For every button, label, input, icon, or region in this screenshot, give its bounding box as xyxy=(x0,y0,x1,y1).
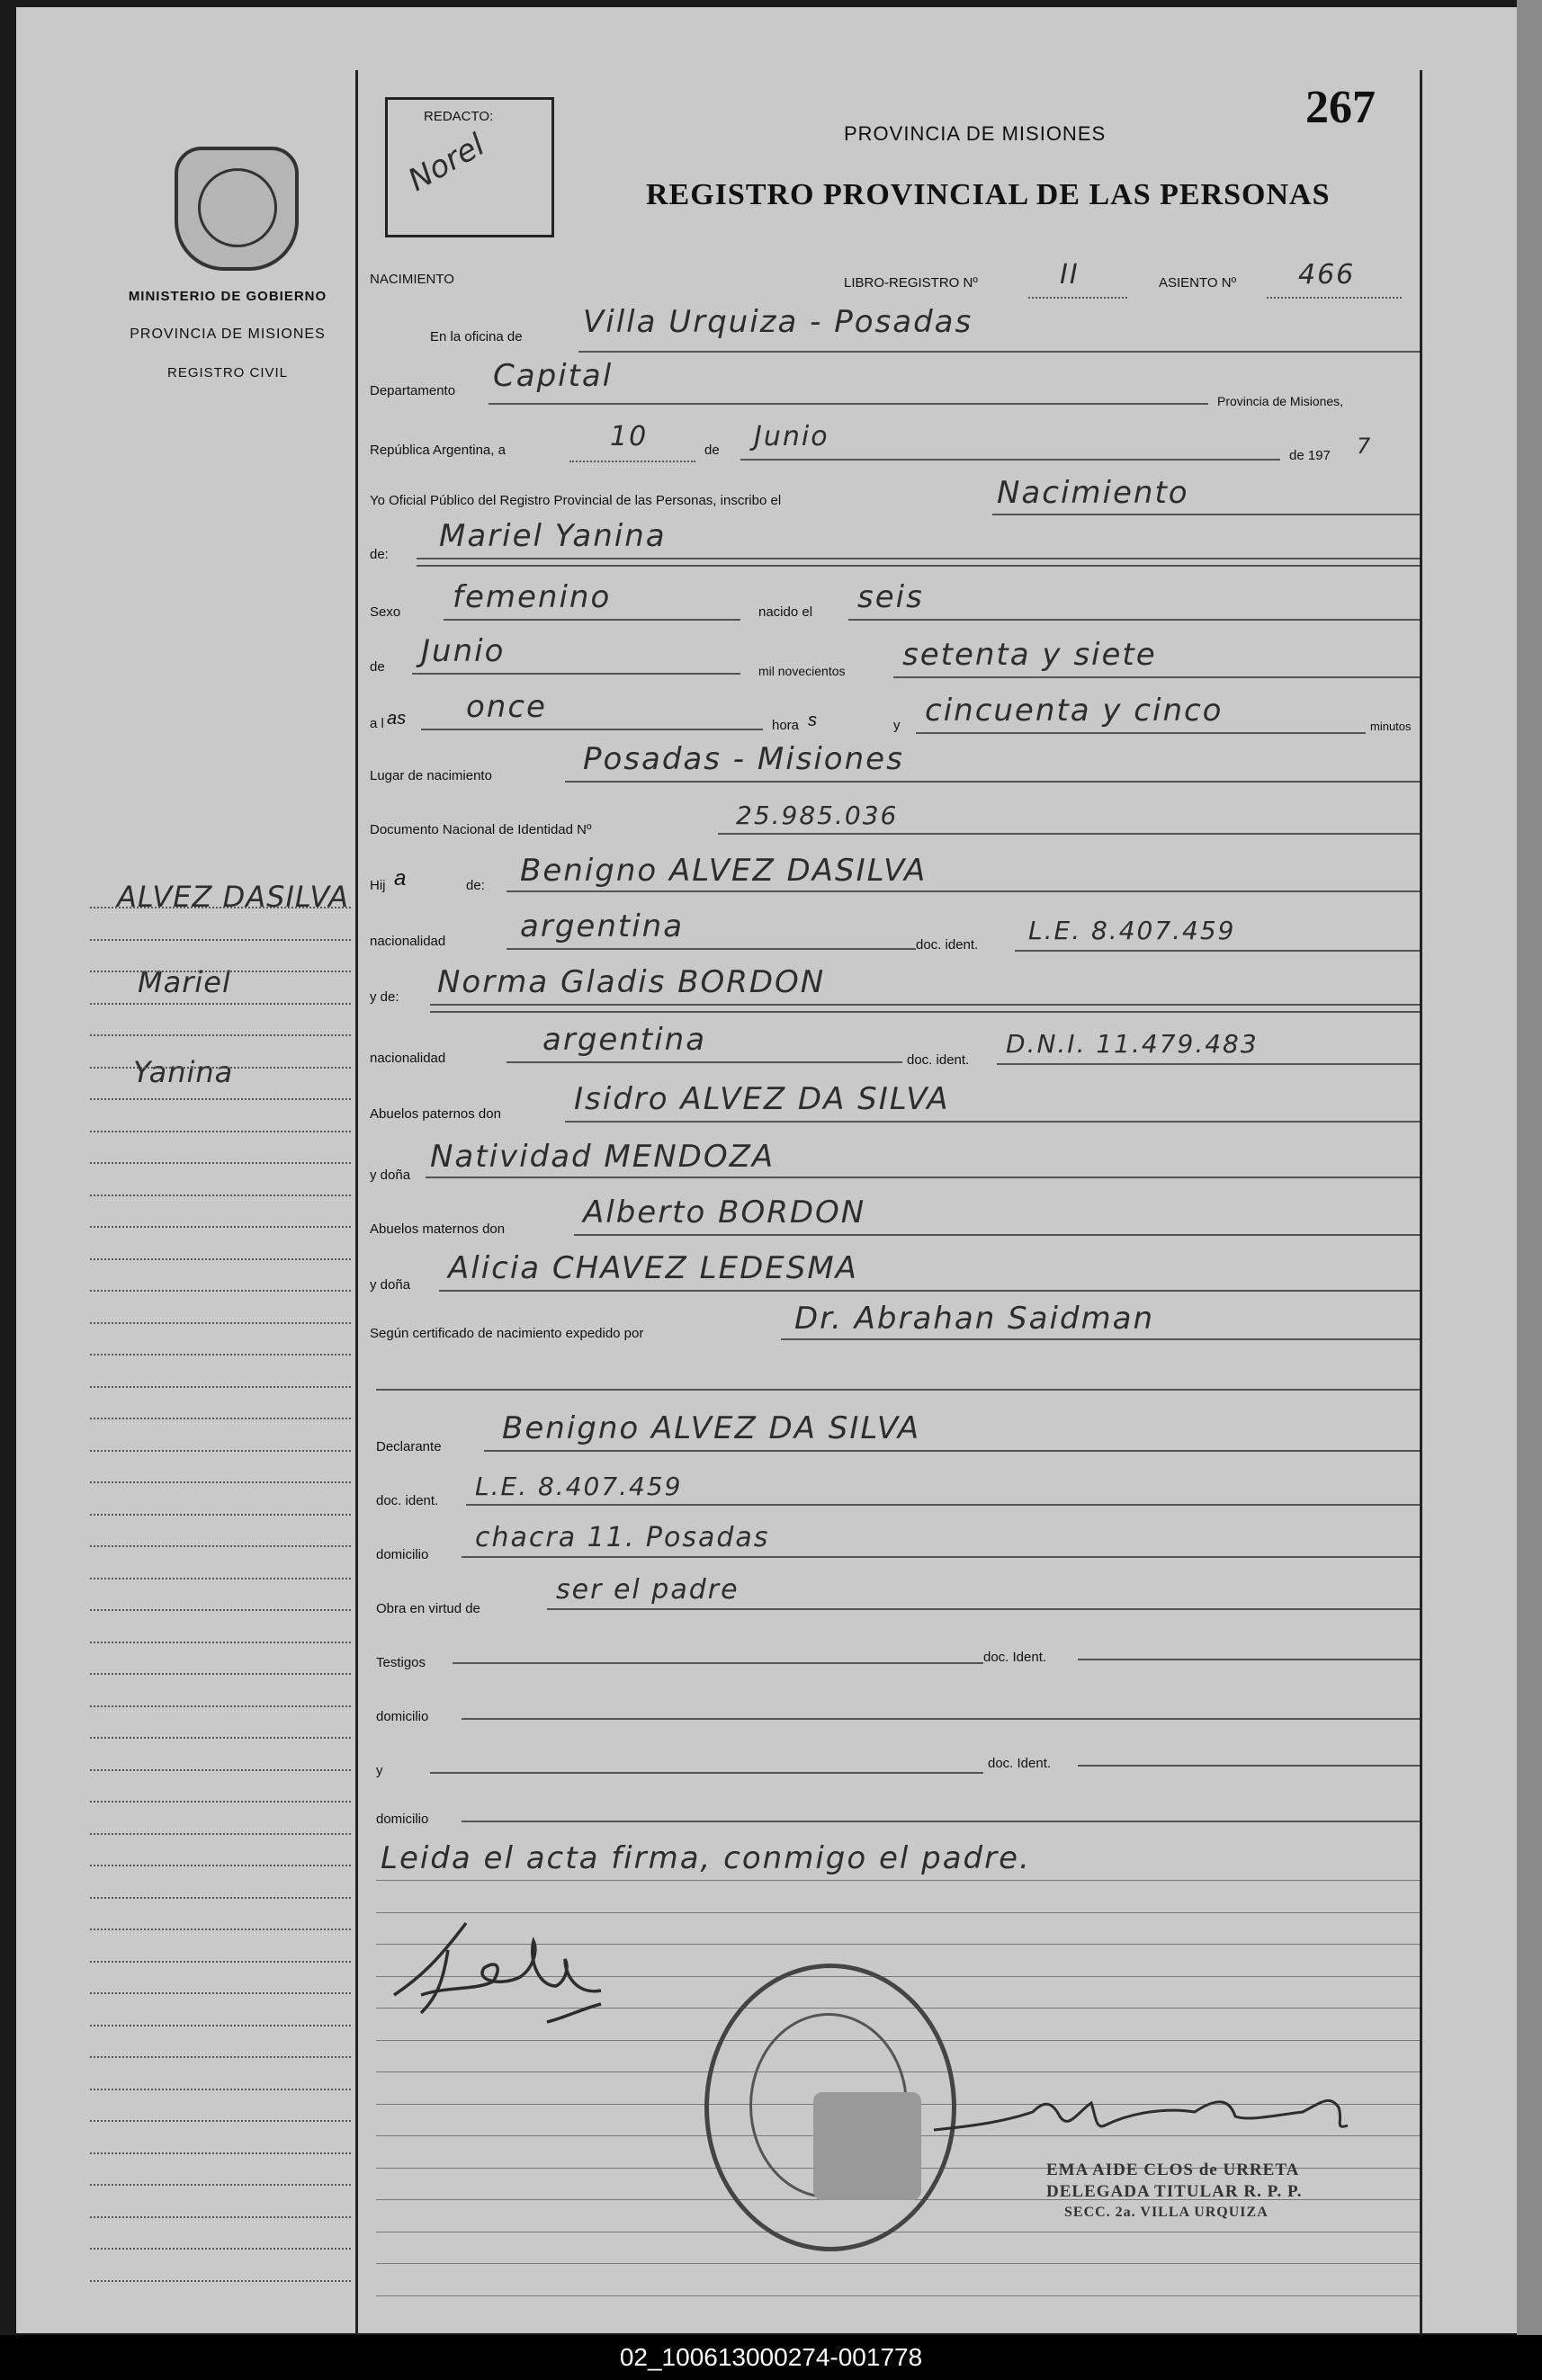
margin-line xyxy=(90,2184,351,2186)
docident3-label: doc. ident. xyxy=(376,1493,439,1508)
side-second-name: Yanina xyxy=(133,1055,234,1089)
declarante-label: Declarante xyxy=(376,1439,442,1454)
docident4-label: doc. Ident. xyxy=(983,1650,1047,1665)
margin-line xyxy=(90,1354,351,1356)
redacto-value: Norel xyxy=(402,127,491,199)
name-value: Mariel Yanina xyxy=(439,518,667,554)
page-number: 267 xyxy=(1305,82,1376,133)
ydona1-label: y doña xyxy=(370,1168,411,1183)
birth-month-value: Junio xyxy=(421,633,506,669)
horas-label: hora xyxy=(772,718,800,733)
departamento-value: Capital xyxy=(493,358,614,394)
margin-line xyxy=(90,2216,351,2218)
margin-line xyxy=(90,971,351,972)
margin-line xyxy=(90,1098,351,1100)
nacido-value: seis xyxy=(857,579,924,615)
margin-line xyxy=(90,1514,351,1516)
closing-text: Leida el acta firma, conmigo el padre. xyxy=(381,1840,1031,1876)
abuelos-mat-label: Abuelos maternos don xyxy=(370,1221,506,1237)
sexo-value: femenino xyxy=(453,579,612,615)
ministry-line3: REGISTRO CIVIL xyxy=(166,365,289,380)
hij-de-label: de: xyxy=(466,878,485,893)
mil-label: mil novecientos xyxy=(758,664,846,678)
margin-line xyxy=(90,2280,351,2282)
ydona2-label: y doña xyxy=(370,1277,411,1293)
redacto-box xyxy=(385,97,554,237)
side-surname: ALVEZ DASILVA xyxy=(117,880,349,914)
margin-line xyxy=(90,1578,351,1579)
mil-value: setenta y siete xyxy=(902,637,1157,673)
margin-line xyxy=(90,1737,351,1739)
margin-line xyxy=(90,1418,351,1419)
domicilio3-label: domicilio xyxy=(376,1812,429,1827)
body-line xyxy=(376,2295,1420,2296)
stamp-line3: SECC. 2a. VILLA URQUIZA xyxy=(1064,2205,1269,2220)
ministry-line2: PROVINCIA DE MISIONES xyxy=(130,327,326,342)
margin-line xyxy=(90,1833,351,1835)
margin-line xyxy=(90,1131,351,1132)
abuelos-pat-value: Isidro ALVEZ DA SILVA xyxy=(574,1081,950,1117)
ministry-seal-icon xyxy=(175,147,299,271)
margin-line xyxy=(90,1290,351,1292)
republica-label: República Argentina, a xyxy=(370,443,506,458)
obra-label: Obra en virtud de xyxy=(376,1601,480,1616)
registry-stamp-icon xyxy=(704,1964,956,2251)
libro-label: LIBRO-REGISTRO Nº xyxy=(844,275,978,291)
margin-line xyxy=(90,1769,351,1771)
margin-line xyxy=(90,1194,351,1196)
year-label: de 197 xyxy=(1289,448,1331,463)
body-line xyxy=(376,1880,1420,1881)
certificado-value: Dr. Abrahan Saidman xyxy=(794,1301,1154,1337)
page-edge xyxy=(1517,0,1542,2339)
oficina-value: Villa Urquiza - Posadas xyxy=(583,304,973,340)
departamento-label: Departamento xyxy=(370,383,456,398)
provincia-suffix: Provincia de Misiones, xyxy=(1217,394,1344,408)
docident2-value: D.N.I. 11.479.483 xyxy=(1006,1029,1259,1059)
margin-line xyxy=(90,1642,351,1643)
margin-line xyxy=(90,2248,351,2250)
margin-line xyxy=(90,2056,351,2058)
year-value: 7 xyxy=(1357,434,1373,459)
oficina-label: En la oficina de xyxy=(430,329,523,344)
hora-value: once xyxy=(466,689,547,725)
image-caption: 02_100613000274-001778 xyxy=(0,2335,1542,2380)
de2-label: de: xyxy=(370,547,389,562)
ministry-line1: MINISTERIO DE GOBIERNO xyxy=(128,289,327,304)
month-value: Junio xyxy=(754,421,829,452)
margin-line xyxy=(90,1481,351,1483)
abuelos-pat-label: Abuelos paternos don xyxy=(370,1106,501,1122)
a-las-value: as xyxy=(387,709,407,729)
de3-label: de xyxy=(370,659,385,675)
abuelos-mat-value: Alberto BORDON xyxy=(583,1194,866,1230)
margin-line xyxy=(90,1450,351,1452)
mother-value: Norma Gladis BORDON xyxy=(437,964,826,1000)
margin-line xyxy=(90,1067,351,1069)
y-label: y xyxy=(893,718,901,733)
margin-line xyxy=(90,1673,351,1675)
certificado-label: Según certificado de nacimiento expedido por xyxy=(370,1326,644,1341)
nac2-value: argentina xyxy=(542,1022,707,1058)
margin-line xyxy=(90,2025,351,2027)
margin-line xyxy=(90,1992,351,1994)
testigos-label: Testigos xyxy=(376,1655,426,1670)
minutes-value: cincuenta y cinco xyxy=(925,693,1224,729)
margin-line xyxy=(90,1162,351,1164)
asiento-value: 466 xyxy=(1298,259,1356,291)
lugar-label: Lugar de nacimiento xyxy=(370,768,492,783)
header-province: PROVINCIA DE MISIONES xyxy=(844,122,1107,145)
yde-label: y de: xyxy=(370,989,399,1005)
asiento-label: ASIENTO Nº xyxy=(1159,275,1237,291)
a-las-label: a l xyxy=(370,716,384,731)
margin-line xyxy=(90,1961,351,1963)
minutos-label: minutos xyxy=(1370,720,1412,733)
day-value: 10 xyxy=(610,421,649,452)
left-border-line xyxy=(355,70,358,2337)
margin-line xyxy=(90,1322,351,1324)
margin-line xyxy=(90,1545,351,1547)
margin-line xyxy=(90,2120,351,2122)
nac1-label: nacionalidad xyxy=(370,934,446,949)
official-signature xyxy=(925,2076,1393,2157)
y2-label: y xyxy=(376,1763,383,1778)
hij-value: a xyxy=(394,866,407,890)
margin-line xyxy=(90,1034,351,1036)
margin-line xyxy=(90,1258,351,1260)
stamp-line1: EMA AIDE CLOS de URRETA xyxy=(1046,2161,1300,2179)
margin-line xyxy=(90,2152,351,2154)
margin-line xyxy=(90,1609,351,1611)
nac1-value: argentina xyxy=(520,908,685,944)
horas-suffix: s xyxy=(808,711,817,730)
docident5-label: doc. Ident. xyxy=(988,1756,1052,1771)
father-value: Benigno ALVEZ DASILVA xyxy=(520,853,928,889)
dni-label: Documento Nacional de Identidad Nº xyxy=(370,822,592,837)
margin-line xyxy=(90,2089,351,2090)
right-border-line xyxy=(1420,70,1422,2337)
oficial-label: Yo Oficial Público del Registro Provincial de las Personas, inscribo el xyxy=(370,493,782,508)
margin-line xyxy=(90,1226,351,1228)
margin-line xyxy=(90,1705,351,1707)
de-label: de xyxy=(704,443,720,458)
margin-line xyxy=(90,1865,351,1866)
page-title: REGISTRO PROVINCIAL DE LAS PERSONAS xyxy=(646,178,1331,211)
dni-value: 25.985.036 xyxy=(736,801,899,830)
section-label: NACIMIENTO xyxy=(370,272,454,287)
margin-line xyxy=(90,939,351,941)
margin-line xyxy=(90,1928,351,1930)
lugar-value: Posadas - Misiones xyxy=(583,741,904,777)
margin-line xyxy=(90,907,351,908)
margin-line xyxy=(90,1003,351,1005)
libro-value: II xyxy=(1060,259,1080,291)
hij-label: Hij xyxy=(370,878,386,893)
obra-value: ser el padre xyxy=(556,1574,740,1606)
domicilio1-label: domicilio xyxy=(376,1547,429,1562)
nac2-label: nacionalidad xyxy=(370,1051,446,1066)
document-page xyxy=(16,7,1517,2333)
sexo-label: Sexo xyxy=(370,604,401,620)
margin-line xyxy=(90,1801,351,1803)
docident2-label: doc. ident. xyxy=(907,1052,970,1068)
oficial-value: Nacimiento xyxy=(997,475,1189,511)
side-first-name: Mariel xyxy=(138,965,231,999)
margin-line xyxy=(90,1386,351,1388)
declarante-value: Benigno ALVEZ DA SILVA xyxy=(502,1410,921,1446)
margin-line xyxy=(90,1897,351,1899)
father-signature xyxy=(385,1896,673,2040)
redacto-label: REDACTO: xyxy=(424,109,494,124)
domicilio2-label: domicilio xyxy=(376,1709,429,1724)
docident3-value: L.E. 8.407.459 xyxy=(475,1472,683,1501)
ydona2-value: Alicia CHAVEZ LEDESMA xyxy=(448,1250,858,1286)
ydona1-value: Natividad MENDOZA xyxy=(430,1139,775,1175)
body-line xyxy=(376,2263,1420,2264)
nacido-label: nacido el xyxy=(758,604,813,620)
domicilio1-value: chacra 11. Posadas xyxy=(475,1522,770,1553)
docident1-label: doc. ident. xyxy=(916,937,979,953)
docident1-value: L.E. 8.407.459 xyxy=(1028,916,1236,945)
stamp-line2: DELEGADA TITULAR R. P. P. xyxy=(1046,2182,1303,2201)
